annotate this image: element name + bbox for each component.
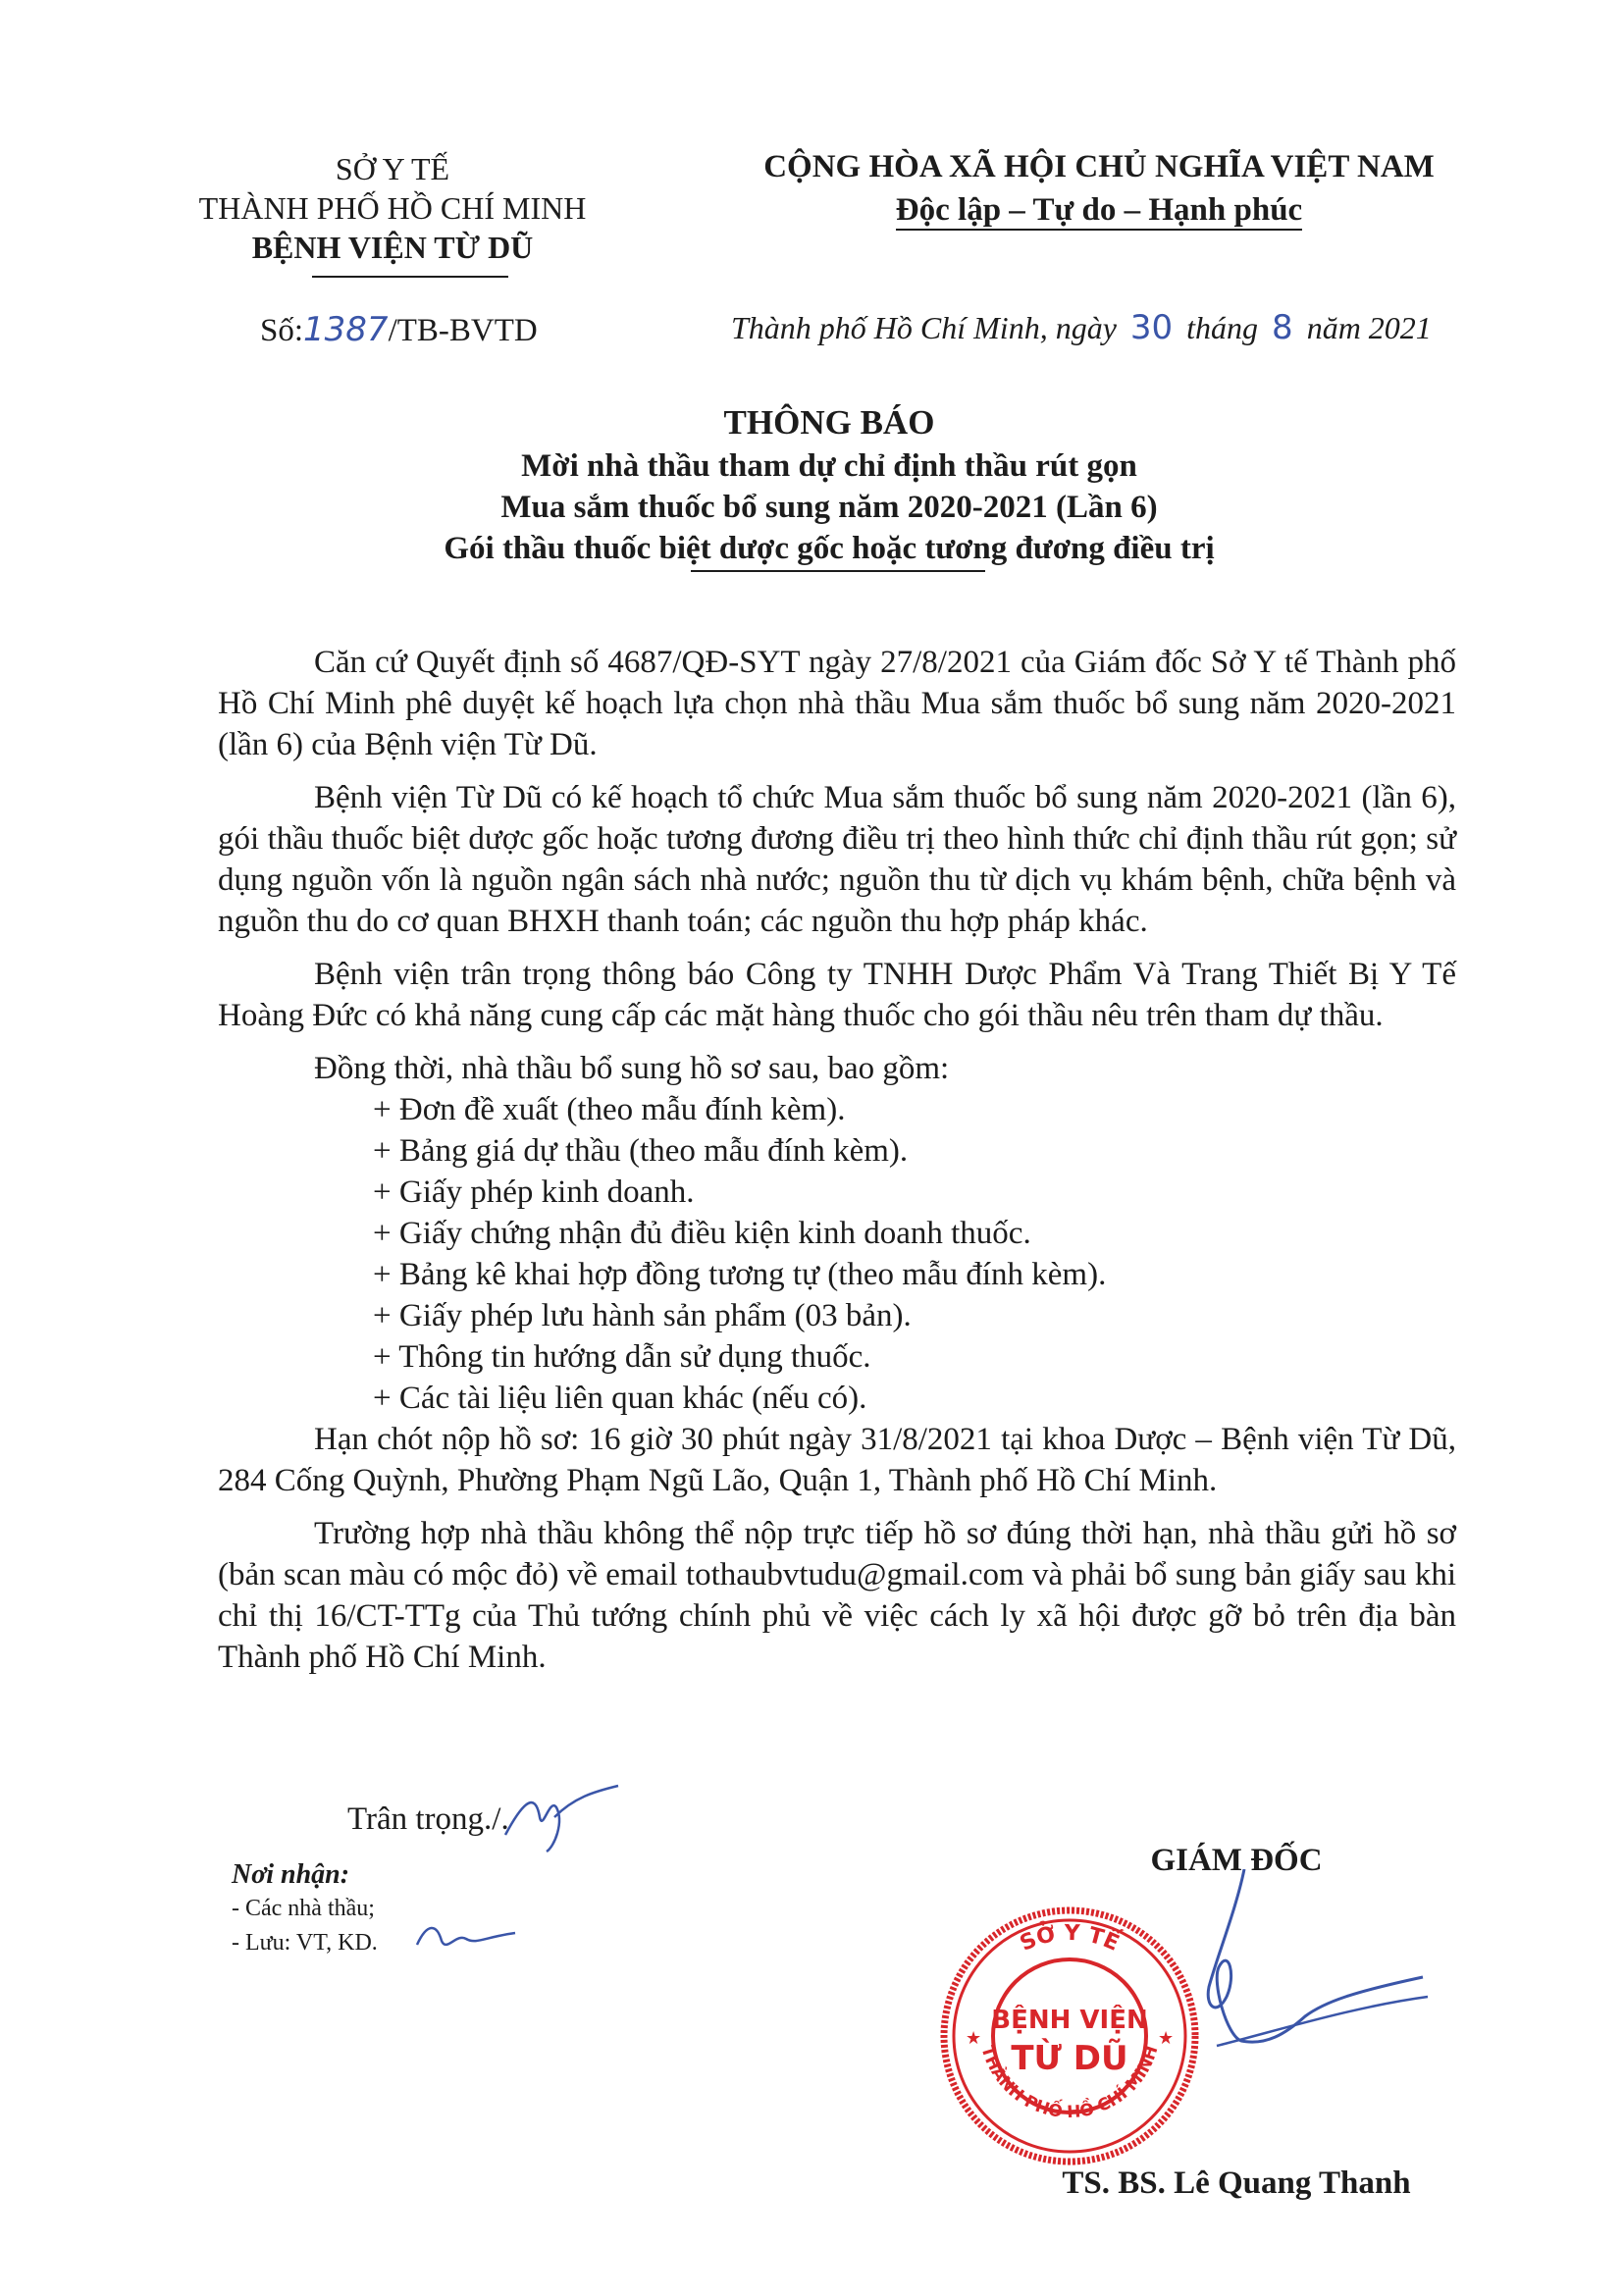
signer-name: TS. BS. Lê Quang Thanh <box>1062 2166 1411 2201</box>
authority-line-3: BỆNH VIỆN TỪ DŨ <box>251 230 534 265</box>
authority-underline <box>312 276 508 278</box>
svg-text:BỆNH VIỆN: BỆNH VIỆN <box>991 2006 1148 2035</box>
paragraph-email: Trường hợp nhà thầu không thể nộp trực tiếp hồ sơ đúng thời hạn, nhà thầu gửi hồ sơ (bản scan màu có mộc đỏ) về email tothaubvtudu@gmail.com và phải bổ sung bản giấy sau khi chỉ thị 16/CT-TTg của Thủ tướng chính phủ về việc cách ly xã hội được gỡ bỏ trên địa bàn Thành phố Hồ Chí Minh. <box>218 1516 1456 1675</box>
national-motto: Độc lập – Tự do – Hạnh phúc <box>896 192 1302 231</box>
number-handwritten: 1387 <box>303 310 389 349</box>
title-line-4: Gói thầu thuốc biệt dược gốc hoặc tương đương điều trị <box>444 531 1215 566</box>
svg-text:SỞ Y TẾ: SỞ Y TẾ <box>1016 1920 1124 1957</box>
initials-signature <box>496 1778 623 1856</box>
closing-regards: Trân trọng./. <box>347 1801 509 1837</box>
list-item: + Bảng kê khai hợp đồng tương tự (theo mẫu đính kèm). <box>373 1257 1107 1292</box>
document-number <box>260 310 538 349</box>
list-item: + Giấy chứng nhận đủ điều kiện kinh doanh thuốc. <box>373 1216 1031 1251</box>
issuing-authority <box>147 149 638 267</box>
paragraph-4: Đồng thời, nhà thầu bổ sung hồ sơ sau, bao gồm: <box>314 1051 950 1086</box>
title-underline <box>691 570 985 572</box>
svg-text:★: ★ <box>1158 2028 1175 2049</box>
svg-text:THÀNH PHỐ HỒ CHÍ MINH: THÀNH PHỐ HỒ CHÍ MINH <box>976 2043 1163 2123</box>
document-title <box>294 400 1364 569</box>
dateline <box>731 308 1432 347</box>
national-header <box>687 145 1511 232</box>
authority-line-1: SỞ Y TẾ <box>335 151 450 186</box>
number-suffix: /TB-BVTD <box>388 313 538 348</box>
signer-title: GIÁM ĐỐC <box>1150 1843 1323 1878</box>
svg-text:TỪ DŨ: TỪ DŨ <box>1011 2039 1128 2078</box>
clerk-initials <box>412 1913 520 1962</box>
paragraph-3: Bệnh viện trân trọng thông báo Công ty TNHH Dược Phẩm Và Trang Thiết Bị Y Tế Hoàng Đức có khả năng cung cấp các mặt hàng thuốc cho gói thầu nêu trên tham dự thầu. <box>218 957 1456 1033</box>
national-title: CỘNG HÒA XÃ HỘI CHỦ NGHĨA VIỆT NAM <box>763 149 1435 184</box>
paragraph-deadline: Hạn chót nộp hồ sơ: 16 giờ 30 phút ngày 31/8/2021 tại khoa Dược – Bệnh viện Từ Dũ, 284 Cống Quỳnh, Phường Phạm Ngũ Lão, Quận 1, Thành phố Hồ Chí Minh. <box>218 1422 1456 1498</box>
receiver-line-1: - Các nhà thầu; <box>232 1896 375 1921</box>
receiver-line-2: - Lưu: VT, KD. <box>232 1930 378 1956</box>
authority-line-2: THÀNH PHỐ HỒ CHÍ MINH <box>198 190 587 226</box>
number-prefix: Số: <box>260 313 304 348</box>
document-body <box>218 642 1456 1690</box>
title-line-1: THÔNG BÁO <box>723 403 935 442</box>
title-line-3: Mua sắm thuốc bổ sung năm 2020-2021 (Lần 6) <box>500 490 1158 525</box>
paragraph-2: Bệnh viện Từ Dũ có kế hoạch tổ chức Mua sắm thuốc bổ sung năm 2020-2021 (lần 6), gói thầu thuốc biệt dược gốc hoặc tương đương điều trị theo hình thức chỉ định thầu rút gọn; sử dụng nguồn vốn là nguồn ngân sách nhà nước; nguồn thu từ dịch vụ khám bệnh, chữa bệnh và nguồn thu do cơ quan BHXH thanh toán; các nguồn thu hợp pháp khác. <box>218 780 1456 939</box>
dateline-month: 8 <box>1272 308 1293 347</box>
dateline-year: năm 2021 <box>1306 310 1432 345</box>
list-item: + Giấy phép lưu hành sản phẩm (03 bản). <box>373 1298 912 1333</box>
svg-text:★: ★ <box>966 2028 982 2049</box>
dateline-day: 30 <box>1129 308 1174 347</box>
list-item: + Các tài liệu liên quan khác (nếu có). <box>373 1381 867 1416</box>
paragraph-1: Căn cứ Quyết định số 4687/QĐ-SYT ngày 27/8/2021 của Giám đốc Sở Y tế Thành phố Hồ Chí Minh phê duyệt kế hoạch lựa chọn nhà thầu Mua sắm thuốc bổ sung năm 2020-2021 (lần 6) của Bệnh viện Từ Dũ. <box>218 645 1456 762</box>
dateline-month-label: tháng <box>1186 310 1259 345</box>
title-line-2: Mời nhà thầu tham dự chỉ định thầu rút gọn <box>521 448 1137 484</box>
list-item: + Giấy phép kinh doanh. <box>373 1174 695 1210</box>
required-documents-list <box>218 1089 1456 1419</box>
receivers-block <box>232 1857 378 1960</box>
director-signature <box>1158 1869 1433 2065</box>
list-item: + Bảng giá dự thầu (theo mẫu đính kèm). <box>373 1133 909 1169</box>
list-item: + Thông tin hướng dẫn sử dụng thuốc. <box>373 1339 871 1375</box>
list-item: + Đơn đề xuất (theo mẫu đính kèm). <box>373 1092 846 1127</box>
dateline-place: Thành phố Hồ Chí Minh, ngày <box>731 310 1117 345</box>
receivers-heading: Nơi nhận: <box>232 1859 350 1890</box>
